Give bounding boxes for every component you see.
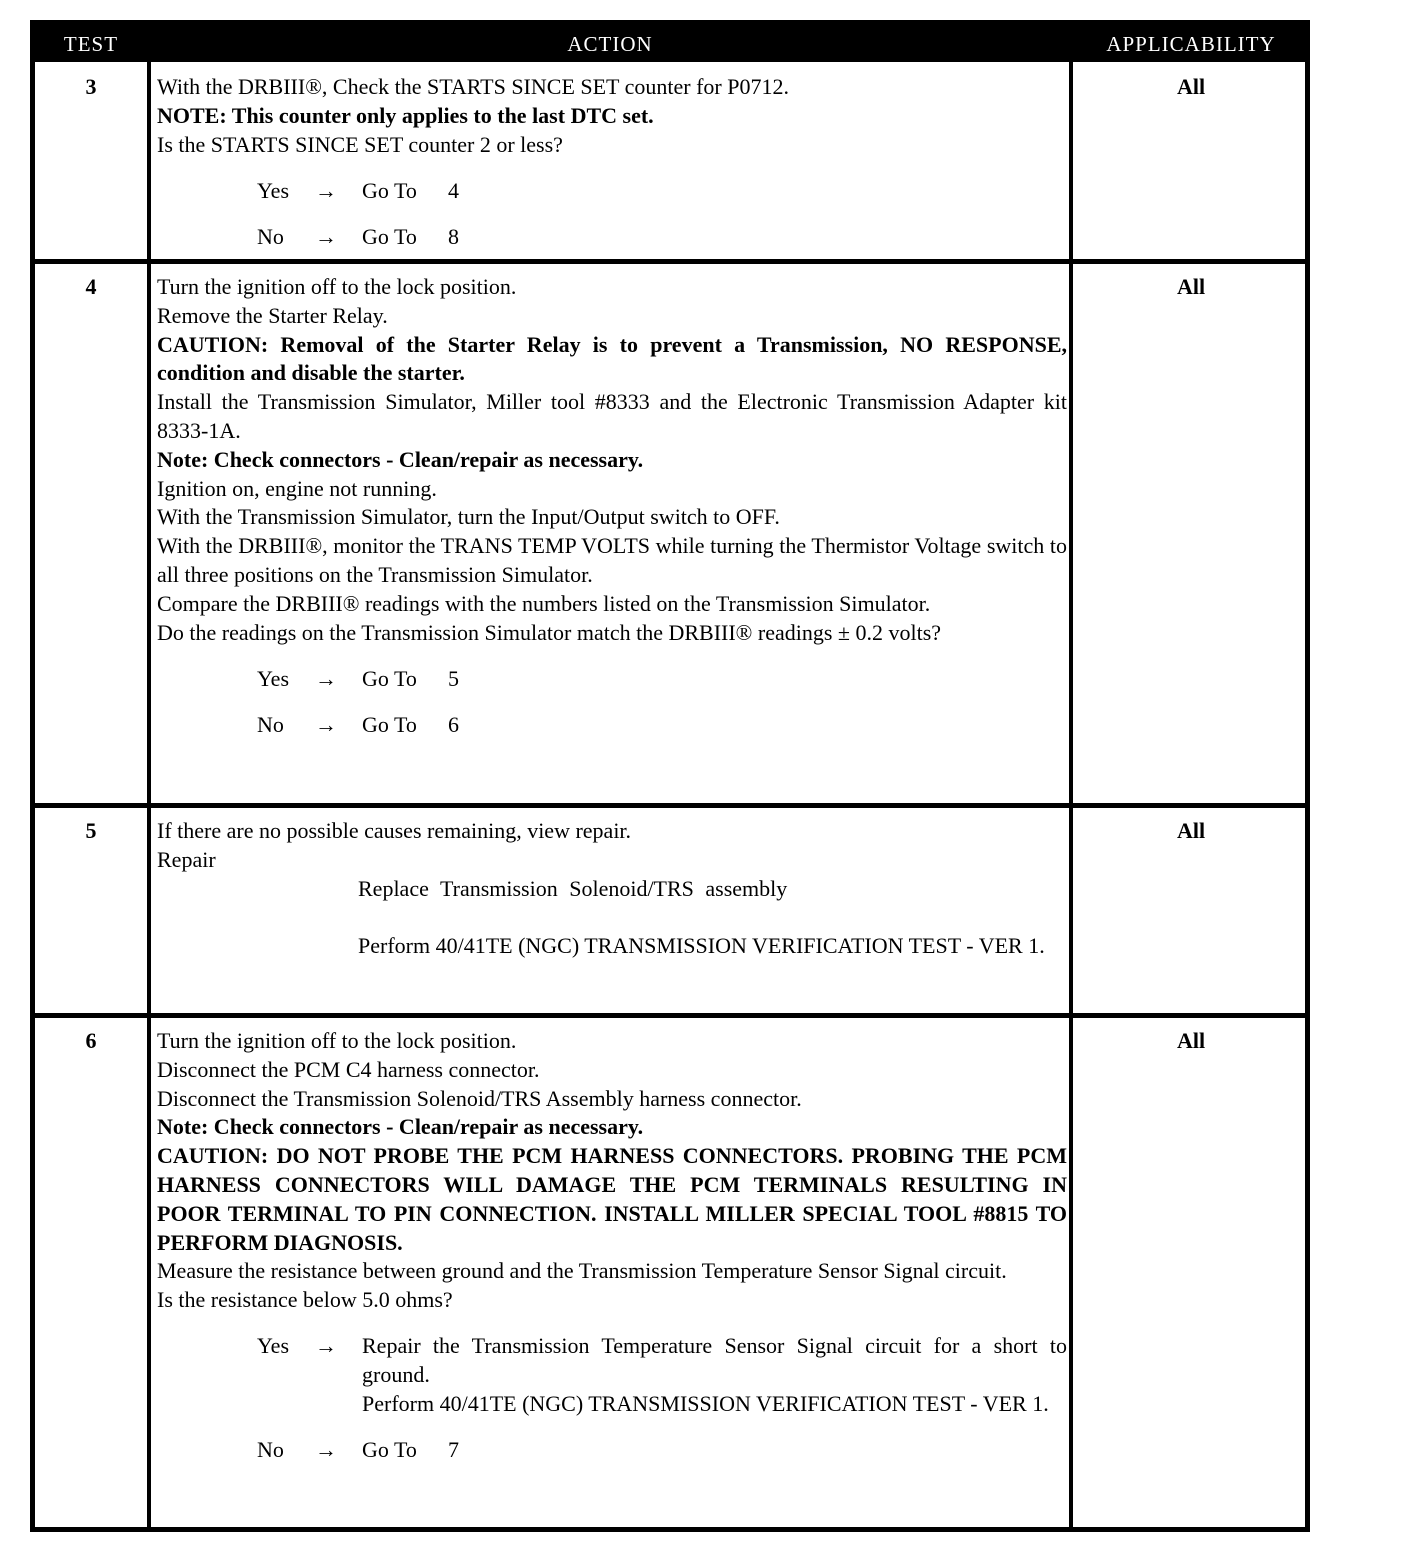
goto-step: 6 — [448, 712, 459, 738]
action-line: Turn the ignition off to the lock position. — [157, 274, 517, 299]
action-line: Disconnect the PCM C4 harness connector. — [157, 1056, 540, 1082]
action-line: Remove the Starter Relay. — [157, 302, 388, 328]
action-cell — [157, 273, 1067, 740]
action-cell — [157, 817, 1067, 961]
repair-line: Replace Transmission Solenoid/TRS assembly — [358, 875, 788, 901]
row-divider — [35, 259, 1305, 264]
action-question: Is the resistance below 5.0 ohms? — [157, 1287, 453, 1313]
goto-label: Go To — [362, 1437, 417, 1463]
action-line: With the DRBIII®, monitor the TRANS TEMP VOLTS while turning the Thermistor Voltage switch to all three positions on the Transmission Simulator. — [157, 533, 1067, 587]
test-number: 5 — [85, 818, 97, 843]
applicability-value: All — [1176, 274, 1206, 299]
action-cell — [157, 1027, 1067, 1465]
goto-label: Go To — [362, 177, 417, 203]
header-action: ACTION — [567, 32, 653, 56]
action-line: With the DRBIII®, Check the STARTS SINCE SET counter for P0712. — [157, 74, 789, 99]
repair-body — [358, 875, 1067, 961]
goto-label: Go To — [362, 665, 417, 691]
yes-branch — [157, 665, 1067, 694]
yes-repair-body — [362, 1332, 1067, 1418]
test-number: 6 — [85, 1028, 97, 1053]
yes-label: Yes — [257, 1333, 290, 1359]
test-number: 4 — [85, 274, 97, 299]
action-question: Do the readings on the Transmission Simulator match the DRBIII® readings ± 0.2 volts? — [157, 619, 942, 645]
action-line: Install the Transmission Simulator, Miller tool #8333 and the Electronic Transmission Adapter kit 8333-1A. — [157, 389, 1067, 443]
repair-line: Repair the Transmission Temperature Sensor Signal circuit for a short to ground. — [362, 1333, 1067, 1388]
goto-step: 5 — [448, 665, 459, 691]
no-branch — [157, 223, 1067, 252]
goto-step: 7 — [448, 1437, 459, 1463]
action-line: Compare the DRBIII® readings with the numbers listed on the Transmission Simulator. — [157, 590, 931, 616]
action-line: Disconnect the Transmission Solenoid/TRS Assembly harness connector. — [157, 1085, 802, 1111]
action-caution: CAUTION: DO NOT PROBE THE PCM HARNESS CONNECTORS. PROBING THE PCM HARNESS CONNECTORS WILL DAMAGE THE PCM TERMINALS RESULTING IN POOR TERMINAL TO PIN CONNECTION. INSTALL MILLER SPECIAL TOOL #8815 TO PERFORM DIAGNOSIS. — [157, 1143, 1067, 1255]
applicability-value: All — [1176, 818, 1206, 843]
no-branch — [157, 711, 1067, 740]
action-cell — [157, 73, 1067, 252]
applicability-value: All — [1176, 74, 1206, 99]
arrow-icon: → — [315, 712, 337, 738]
arrow-icon: → — [315, 224, 337, 250]
yes-branch — [157, 177, 1067, 206]
applicability-value: All — [1176, 1028, 1206, 1053]
no-label: No — [257, 1437, 284, 1463]
action-line: Turn the ignition off to the lock position. — [157, 1028, 517, 1053]
action-note: Note: Check connectors - Clean/repair as necessary. — [157, 1114, 644, 1140]
arrow-icon: → — [315, 1437, 337, 1463]
table-header — [35, 25, 1305, 62]
header-test: TEST — [63, 32, 119, 56]
goto-step: 4 — [448, 177, 459, 203]
arrow-icon: → — [315, 665, 337, 691]
yes-label: Yes — [257, 177, 290, 203]
goto-step: 8 — [448, 224, 459, 250]
repair-line: Perform 40/41TE (NGC) TRANSMISSION VERIFICATION TEST - VER 1. — [358, 933, 1045, 959]
action-question: Is the STARTS SINCE SET counter 2 or less? — [157, 131, 563, 157]
arrow-icon: → — [315, 1333, 337, 1359]
repair-line: Perform 40/41TE (NGC) TRANSMISSION VERIFICATION TEST - VER 1. — [362, 1391, 1049, 1417]
no-label: No — [257, 224, 284, 250]
action-caution: CAUTION: Removal of the Starter Relay is to prevent a Transmission, NO RESPONSE, condition and disable the starter. — [157, 331, 1067, 386]
action-line: Measure the resistance between ground and the Transmission Temperature Sensor Signal circuit. — [157, 1258, 1007, 1284]
action-line: If there are no possible causes remaining, view repair. — [157, 818, 632, 843]
diagnostic-test-table — [30, 20, 1310, 1532]
action-note: Note: Check connectors - Clean/repair as necessary. — [157, 446, 644, 472]
yes-label: Yes — [257, 665, 290, 691]
test-number: 3 — [85, 74, 97, 99]
action-line: Ignition on, engine not running. — [157, 475, 437, 501]
row-divider — [35, 1013, 1305, 1018]
header-applicability: APPLICABILITY — [1106, 32, 1276, 56]
goto-label: Go To — [362, 224, 417, 250]
repair-label: Repair — [157, 846, 216, 872]
row-divider — [35, 803, 1305, 808]
no-label: No — [257, 712, 284, 738]
action-note: NOTE: This counter only applies to the last DTC set. — [157, 102, 654, 128]
goto-label: Go To — [362, 712, 417, 738]
arrow-icon: → — [315, 177, 337, 203]
yes-branch — [157, 1332, 1067, 1418]
action-line: With the Transmission Simulator, turn the Input/Output switch to OFF. — [157, 504, 780, 530]
no-branch — [157, 1436, 1067, 1465]
column-divider — [147, 62, 151, 1527]
